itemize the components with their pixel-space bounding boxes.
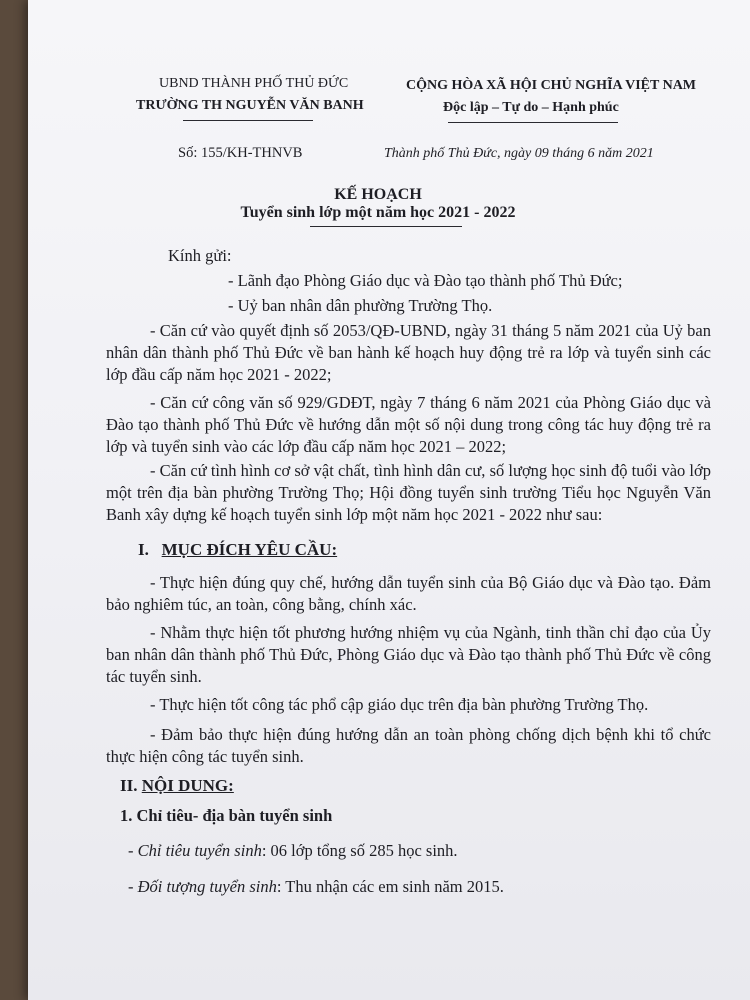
national-motto: Độc lập – Tự do – Hạnh phúc [443, 100, 619, 115]
national-title: CỘNG HÒA XÃ HỘI CHỦ NGHĨA VIỆT NAM [406, 78, 697, 93]
issuer-authority: UBND THÀNH PHỐ THỦ ĐỨC [159, 76, 349, 91]
motto-underline [448, 122, 618, 123]
subsection-heading: 1. Chỉ tiêu- địa bàn tuyển sinh [120, 806, 333, 825]
title-underline [310, 226, 462, 227]
section-heading [138, 540, 337, 560]
place-date: Thành phố Thủ Đức, ngày 09 tháng 6 năm 2021 [384, 146, 654, 161]
section-heading [120, 776, 234, 796]
target-value: : Thu nhận các em sinh năm 2015. [276, 877, 504, 896]
purpose-text: - Nhằm thực hiện tốt phương hướng nhiệm vụ của Ngành, tinh thần chỉ đạo của Ủy ban nhân dân thành phố Thủ Đức, Phòng Giáo dục và Đào tạo thành phố Thủ Đức về công tác tuyển sinh. [106, 623, 711, 686]
document-subtitle: Tuyển sinh lớp một năm học 2021 - 2022 [240, 204, 516, 221]
legal-basis-text: - Căn cứ tình hình cơ sở vật chất, tình hình dân cư, số lượng học sinh độ tuổi vào lớp một trên địa bàn phường Trường Thọ; Hội đồng tuyển sinh trường Tiểu học Nguyễn Văn Banh xây dựng kế hoạch tuyển sinh lớp một năm học 2021 - 2022 như sau: [106, 461, 711, 524]
legal-basis-text: - Căn cứ vào quyết định số 2053/QĐ-UBND, ngày 31 tháng 5 năm 2021 của Uỷ ban nhân dân thành phố Thủ Đức về ban hành kế hoạch huy động trẻ ra lớp và tuyển sinh các lớp đầu cấp năm học 2021 - 2022; [106, 321, 711, 384]
purpose-text: - Thực hiện đúng quy chế, hướng dẫn tuyển sinh của Bộ Giáo dục và Đào tạo. Đảm bảo nghiêm túc, an toàn, công bằng, chính xác. [106, 573, 711, 614]
legal-basis-text: - Căn cứ công văn số 929/GDĐT, ngày 7 tháng 6 năm 2021 của Phòng Giáo dục và Đào tạo thành phố Thủ Đức về hướng dẫn một số nội dung trong công tác huy động trẻ ra lớp và tuyển sinh vào các lớp đầu cấp năm học 2021 – 2022; [106, 393, 711, 456]
purpose-item [106, 724, 711, 768]
document-page [28, 0, 750, 1000]
purpose-item [106, 622, 711, 688]
section-title: MỤC ĐÍCH YÊU CẦU: [161, 540, 338, 559]
document-number: Số: 155/KH-THNVB [178, 145, 303, 161]
document-title: KẾ HOẠCH [334, 186, 422, 203]
recipient-item: - Uỷ ban nhân dân phường Trường Thọ. [228, 296, 493, 315]
section-number: II. [120, 776, 138, 795]
purpose-text: - Thực hiện tốt công tác phổ cập giáo dục trên địa bàn phường Trường Thọ. [150, 695, 649, 714]
recipients-label: Kính gửi: [168, 246, 232, 265]
issuer-school: TRƯỜNG TH NGUYỄN VĂN BANH [136, 98, 364, 113]
target-label: - Đối tượng tuyển sinh [128, 877, 277, 896]
purpose-item [106, 694, 711, 716]
section-title: NỘI DUNG: [141, 776, 234, 795]
legal-basis-paragraph [106, 320, 711, 386]
purpose-item [106, 572, 711, 616]
legal-basis-paragraph [106, 392, 711, 458]
issuer-underline [183, 120, 313, 121]
quota-label: - Chỉ tiêu tuyển sinh [128, 841, 262, 860]
target-line [128, 876, 504, 898]
quota-line [128, 840, 458, 862]
recipient-item: - Lãnh đạo Phòng Giáo dục và Đào tạo thành phố Thủ Đức; [228, 271, 623, 290]
legal-basis-paragraph [106, 460, 711, 526]
section-number: I. [138, 540, 149, 559]
purpose-text: - Đảm bảo thực hiện đúng hướng dẫn an toàn phòng chống dịch bệnh khi tổ chức thực hiện công tác tuyển sinh. [106, 725, 711, 766]
quota-value: : 06 lớp tổng số 285 học sinh. [261, 841, 458, 860]
